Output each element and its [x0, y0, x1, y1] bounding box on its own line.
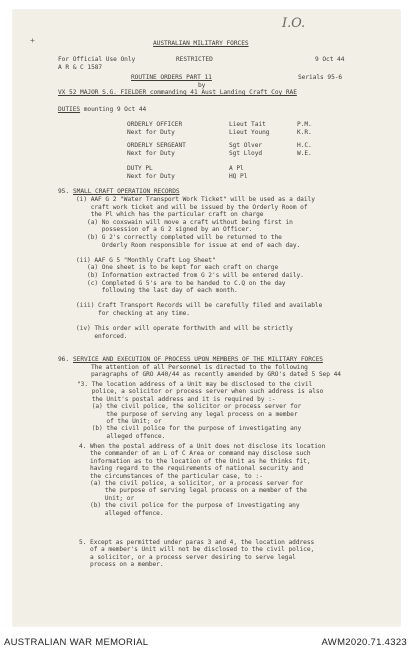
text-line: following the last day of each month. — [76, 287, 238, 295]
text-line: (i) AAF G 2 "Water Transport Work Ticket" will be used as a daily — [76, 196, 315, 203]
duty-role: ORDERLY OFFICER — [127, 121, 183, 128]
margin-mark: + — [30, 36, 35, 45]
text-line: (iii) Craft Transport Records will be carefully filed and available — [76, 302, 323, 310]
text-line: of a member's Unit will not be disclosed to the civil police, — [79, 546, 315, 554]
text-line: the commander of an L of C Area or command may disclose such — [79, 450, 311, 458]
duty-role: Next for Duty — [127, 129, 175, 136]
duty-name: A Pl — [229, 165, 244, 172]
file-reference: A R & C 1587 — [58, 64, 103, 71]
text-line: paragraphs of GRO A40/44 as recently amended by GRO's dated 5 Sep 44 — [91, 371, 341, 379]
duty-role: Next for Duty — [127, 173, 175, 180]
duty-name: Sgt Olver — [229, 142, 263, 149]
authority-line: VX 52 MAJOR S.G. FIELDER commanding 41 Aust Landing Craft Coy RAE — [58, 89, 297, 96]
duty-role: DUTY PL — [127, 165, 153, 172]
duty-initials: H.C. — [297, 142, 312, 149]
text-line: (a) the civil police, a solicitor, or a process server for — [79, 480, 304, 487]
serials: Serials 95-6 — [298, 74, 343, 81]
duties-line — [58, 106, 146, 113]
by-text: by — [198, 82, 206, 89]
document-page — [13, 10, 400, 626]
duty-initials: P.M. — [297, 121, 312, 128]
text-line: (b) the civil police for the purpose of investigating any — [77, 425, 302, 433]
section-95-number: 95. — [58, 188, 70, 195]
archive-name: AUSTRALIAN WAR MEMORIAL — [4, 637, 149, 648]
duty-name: Lieut Young — [229, 129, 270, 136]
text-line: information as to the location of the Unit as he thinks fit, — [79, 457, 311, 465]
text-line: "3. The location address of a Unit may be disclosed to the civil — [77, 381, 313, 388]
duty-name: Sgt Lloyd — [229, 150, 263, 157]
duty-initials: K.R. — [297, 129, 312, 136]
duty-name: Lieut Tait — [229, 121, 266, 128]
duty-initials: W.E. — [297, 150, 312, 157]
text-line: the Pl which has the particular craft on charge — [76, 211, 264, 219]
text-line: a solicitor, or a process server desiring to serve legal — [79, 553, 296, 561]
duties-intro: mounting 9 Oct 44 — [80, 106, 147, 113]
document-title: AUSTRALIAN MILITARY FORCES — [153, 40, 249, 47]
text-line: enforced. — [76, 332, 128, 340]
text-line: police, a solicitor or process server when such address is also — [77, 388, 324, 396]
text-line: the circumstances of the particular case, to :- — [79, 472, 263, 480]
text-line: craft work ticket and will be issued by the Orderly Room of — [76, 203, 308, 211]
duty-name: HQ Pl — [229, 173, 248, 180]
text-line: (iv) This order will operate forthwith and will be strictly — [76, 325, 293, 333]
text-line: (ii) AAF G 5 "Monthly Craft Log Sheet" — [76, 256, 216, 264]
text-line: (a) the civil police, the solicitor or process server for — [77, 403, 302, 411]
text-line: having regard to the requirements of national security and — [79, 465, 304, 473]
text-line: 5. Except as permitted under paras 3 and 4, the location address — [79, 539, 315, 546]
text-line: alleged offence. — [79, 509, 164, 517]
section-96-number: 96. — [58, 356, 70, 363]
text-line: (a) No coxswain will move a craft without being first in — [76, 218, 293, 226]
text-line: The attention of all Personnel is directed to the following — [91, 364, 308, 371]
text-line: the purpose of serving legal process on a member of the — [79, 487, 307, 495]
official-use-text: For Official Use Only — [58, 56, 136, 63]
section-95-heading: SMALL CRAFT OPERATION RECORDS — [73, 188, 180, 195]
orders-title: ROUTINE ORDERS PART 11 — [131, 74, 212, 81]
text-line: (b) the civil police for the purpose of investigating any — [79, 502, 300, 510]
text-line: for checking at any time. — [76, 310, 190, 317]
text-line: (c) Completed G 5's are to be handed to C.Q on the day — [76, 279, 286, 287]
section-96-heading: SERVICE AND EXECUTION OF PROCESS UPON MEMBERS OF THE MILITARY FORCES — [73, 356, 323, 363]
text-line: the purpose of serving any legal process on a member — [77, 410, 298, 418]
text-line: alleged offence. — [77, 432, 166, 440]
text-line: of the Unit; or — [77, 418, 162, 425]
text-line: 4. When the postal address of a Unit does not disclose its location — [79, 443, 326, 450]
text-line: possession of a G 2 signed by an Officer. — [76, 226, 253, 234]
archive-footer — [0, 631, 411, 653]
text-line: the Unit's postal address and it is required by :- — [77, 395, 276, 403]
duties-heading: DUTIES — [58, 106, 81, 113]
text-line: (b) Information extracted from G 2's will be entered daily. — [76, 272, 304, 279]
order-date: 9 Oct 44 — [315, 56, 345, 63]
duty-role: Next for Duty — [127, 150, 175, 157]
handwritten-mark: I.O. — [282, 16, 306, 31]
text-line: Orderly Room responsible for issue at end of each day. — [76, 241, 301, 249]
text-line: (a) One sheet is to be kept for each craft on charge — [76, 264, 279, 272]
text-line: process on a member. — [79, 561, 164, 569]
duty-role: ORDERLY SERGEANT — [127, 142, 186, 149]
classification: RESTRICTED — [176, 56, 213, 63]
text-line: Unit; or — [79, 494, 135, 502]
text-line: (b) G 2's correctly completed will be returned to the — [76, 234, 282, 241]
archive-reference: AWM2020.71.4323 — [321, 637, 407, 648]
